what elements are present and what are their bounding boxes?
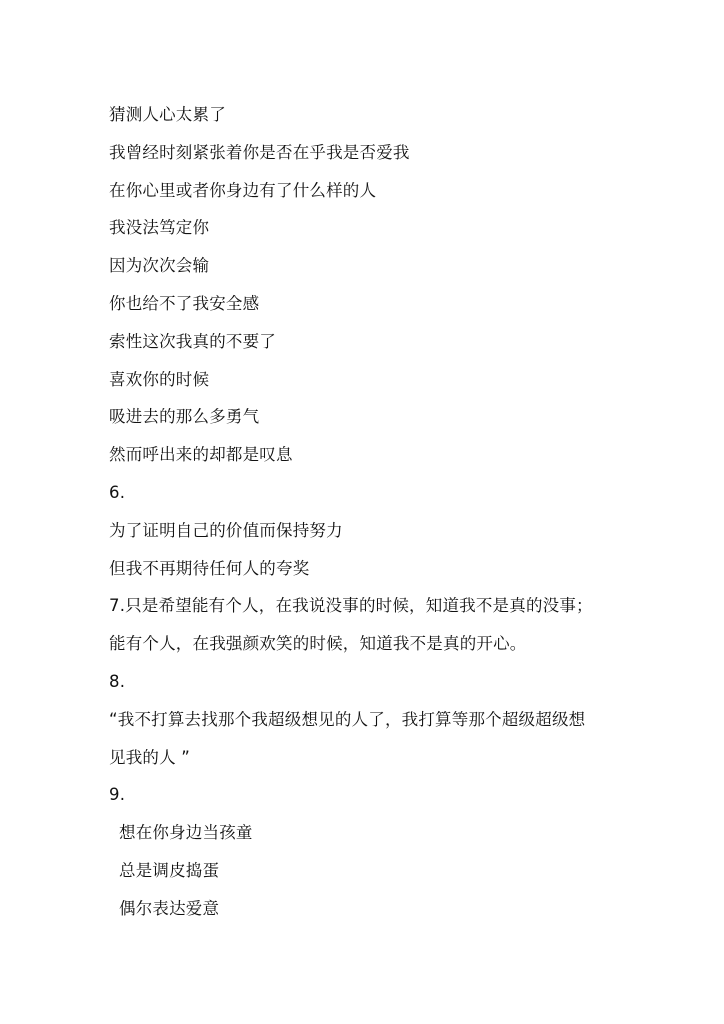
text-line: 然而呼出来的却都是叹息 xyxy=(109,445,293,465)
text-line: 吸进去的那么多勇气 xyxy=(109,407,260,427)
text-line: 索性这次我真的不要了 xyxy=(109,331,276,351)
document-body xyxy=(109,101,669,933)
text-line: 我没法笃定你 xyxy=(109,218,210,238)
section-number: 9. xyxy=(109,785,126,805)
text-line: 猜测人心太累了 xyxy=(109,105,226,124)
text-line: 想在你身边当孩童 xyxy=(119,823,253,843)
text-line: 因为次次会输 xyxy=(109,256,210,276)
text-line: 能有个人，在我强颜欢笑的时候，知道我不是真的开心。 xyxy=(109,634,527,654)
text-line: 偶尔表达爱意 xyxy=(119,898,220,918)
text-line: 为了证明自己的价值而保持努力 xyxy=(109,520,343,540)
text-line: 但我不再期待任何人的夸奖 xyxy=(109,558,310,578)
text-line: 7.只是希望能有个人，在我说没事的时候，知道我不是真的没事； xyxy=(109,596,593,616)
text-line: “我不打算去找那个我超级想见的人了，我打算等那个超级超级想 xyxy=(109,709,586,729)
text-line: 总是调皮捣蛋 xyxy=(119,860,220,880)
text-line: 见我的人 ” xyxy=(109,747,190,767)
text-line: 在你心里或者你身边有了什么样的人 xyxy=(109,180,377,200)
text-line: 喜欢你的时候 xyxy=(109,369,210,389)
text-line: 你也给不了我安全感 xyxy=(109,293,260,313)
text-line: 我曾经时刻紧张着你是否在乎我是否爱我 xyxy=(109,142,410,162)
section-number: 8. xyxy=(109,671,126,691)
section-number: 6. xyxy=(109,482,126,502)
